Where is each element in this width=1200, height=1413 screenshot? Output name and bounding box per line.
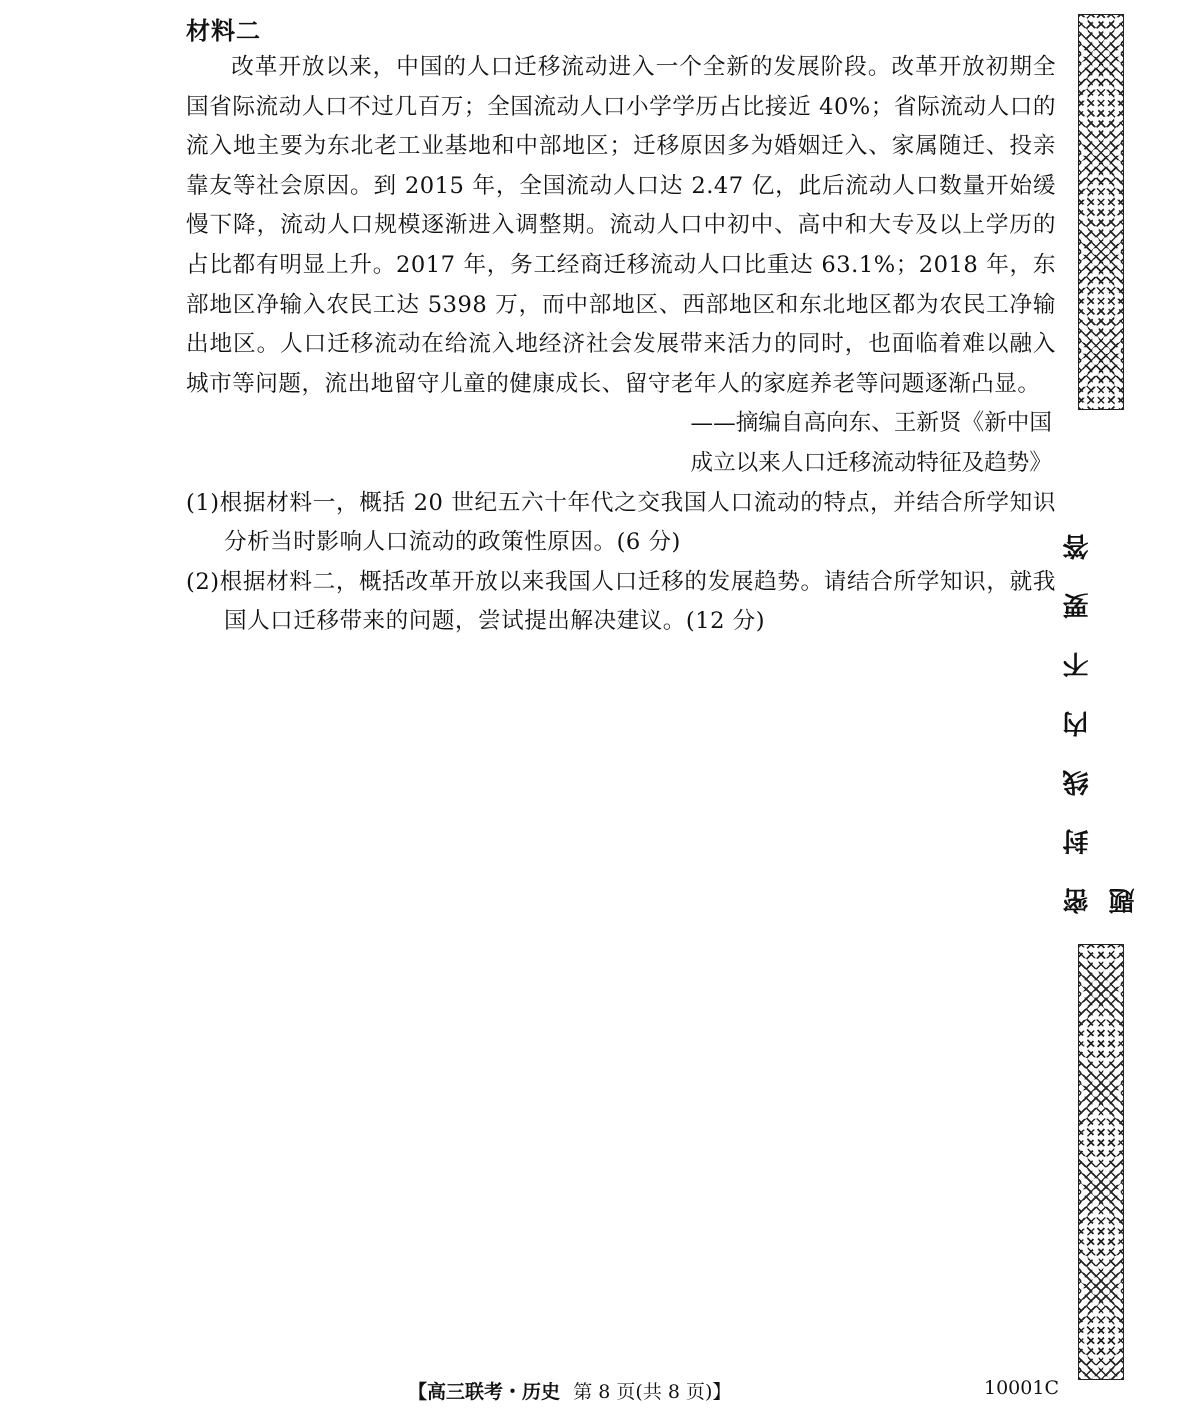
seal-line-strip <box>1063 14 1139 1380</box>
seal-line-warning <box>1063 444 1139 914</box>
footer-exam-title <box>408 1377 731 1404</box>
question-1: (1)根据材料一，概括 20 世纪五六十年代之交我国人口流动的特点，并结合所学知识分析当时影响人口流动的政策性原因。(6 分) <box>186 489 1056 556</box>
material-paragraph: 改革开放以来，中国的人口迁移流动进入一个全新的发展阶段。改革开放初期全国省际流动人口不过几百万；全国流动人口小学学历占比接近 40%；省际流动人口的流入地主要为东北老工业基地和中部地区；迁移原因多为婚姻迁入、家属随迁、投亲靠友等社会原因。到 2015 年，全国流动人口达 2.47 亿，此后流动人口数量开始缓慢下降，流动人口规模逐渐进入调整期。流动人口中初中、高中和大专及以上学历的占比都有明显上升。2017 年，务工经商迁移流动人口比重达 63.1%；2018 年，东部地区净输入农民工达 5398 万，而中部地区、西部地区和东北地区都为农民工净输出地区。人口迁移流动在给流入地经济社会发展带来活力的同时，也面临着难以融入城市等问题，流出地留守儿童的健康成长、留守老年人的家庭养老等问题逐渐凸显。 <box>186 54 1056 397</box>
source-citation-line-1: ——摘编自高向东、王新贤《新中国 <box>690 410 1052 437</box>
page-footer <box>0 1377 1200 1407</box>
source-citation-line-2: 成立以来人口迁移流动特征及趋势》 <box>690 449 1052 476</box>
page-content <box>186 14 1056 642</box>
footer-code: 10001C <box>984 1377 1059 1399</box>
seal-line-text: 密封线内不要答题 <box>1063 501 1139 914</box>
decorative-border-top <box>1078 14 1124 410</box>
footer-subject: 【高三联考・历史 <box>408 1381 561 1403</box>
footer-page-number: 第 8 页(共 8 页)】 <box>573 1381 732 1403</box>
decorative-border-bottom <box>1078 944 1124 1380</box>
material-heading: 材料二 <box>186 17 261 45</box>
question-2: (2)根据材料二，概括改革开放以来我国人口迁移的发展趋势。请结合所学知识，就我国人口迁移带来的问题，尝试提出解决建议。(12 分) <box>186 568 1056 635</box>
